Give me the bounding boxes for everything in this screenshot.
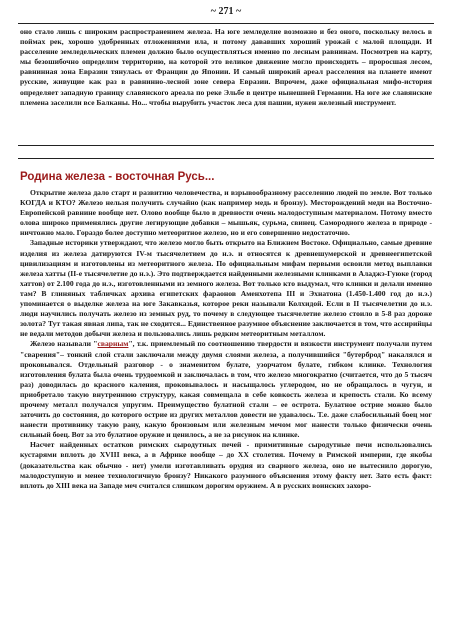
paragraph-3-start: Железо называли " <box>30 339 98 349</box>
page-number: ~ 271 ~ <box>210 6 242 17</box>
paragraph-4: Насчет найденных остатков римских сыродутных печей - примитивные сыродутные печи использовались кустарями вплоть до XVIII века, а в Африке вообще – до XX столетия. Почему в Римской империи, где якобы (доказательства как обычно - нет) умели изготавливать орудия из сварного железа, оно не вытеснило дорогую, малодоступную и менее технологичную бронзу? Никакого разумного объяснения этому факту нет. Зато есть факт: вплоть до XIII века на Западе меч считался слишком дорогим оружием. А в русских воинских захоро- <box>20 440 432 490</box>
paragraph-3 <box>20 339 432 440</box>
paragraph-2: Западные историки утверждают, что железо могло быть открыто на Ближнем Востоке. Официально, самые древние изделия из железа датируются IV-м тысячелетием до н.э. и относятся к древнешумерской и древнеегипетской цивилизациям и изготовлены из метеоритного железа. По официальным мифам первыми освоили метод выплавки железа хатты (II-е тысячелетие до н.э.). Это подтверждается найденными железными клинками в Аладжэ-Гуюке (город хаттов) от 2.100 года до н.э., изготовленными из земного железа. Вот только кто выдумал, что клинки и делали именно там? В глиняных табличках архива египетских фараонов Аменхотепа III и Эхнатона (1.450-1.400 год до н.э.) упоминается о выделке железа на юге Закавказья, которое реки называли Колхидой. Если в II тысячелетии до н.э. люди научились получать железо из земных руд, то почему в следующее тысячелетие железо стоило в 5-8 раз дороже золота? Тут такая явная липа, так не сходится... Единственное разумное объяснение заключается в том, что ассирийцы не ведали методов добычи железа и пользовались лишь редким метеоритным металлом. <box>20 238 432 339</box>
section-divider-lower <box>18 158 434 159</box>
highlighted-term: сварным <box>97 339 129 349</box>
paragraph-1: Открытие железа дало старт и развитию человечества, и взрывообразному расселению людей по земле. Вот только КОГДА и КТО? Железо нельзя получить случайно (как например медь и бронзу). Месторождений меди на Восточно-Европейской равнине вообще нет. Олово вообще было в древности очень малодоступным материалом. Потому вместо олова широко применялись другие легирующие добавки – мышьяк, сурьма, свинец. Самородного железа в природе - ничтожно мало. Гораздо более доступно метеоритное железо, но и его совершенно недостаточно. <box>20 188 432 238</box>
top-divider <box>18 23 434 24</box>
top-paragraph: оно стало лишь с широким распространением железа. На юге земледелие возможно и без оного, поскольку велось в поймах рек, хорошо удобренных отложениями ила, и потому дававших хороший урожай с малой площади. И расселение земледельческих племен должно было осуществляться именно по лесным равнинам. Посмотрев на карту, мы безошибочно определим территорию, на которой это великое движение могло происходить – проросшая лесом, равнинная зона Евразии тянулась от Франции до Японии. И самый широкий ареал расселения на планете имеют русские, живущие как раз в равнинно-лесной зоне севера Евразии. Впрочем, даже официальная мифо-история определяет западную границу славянского ареала по реке Эльбе в центре нынешней Германии. На юге же славянские племена заселили все Балканы. Но... чтобы вырубить участок леса для пашни, нужен железный инструмент. <box>20 27 432 107</box>
top-paragraph-block <box>20 27 432 143</box>
section-body <box>20 188 432 636</box>
section-heading: Родина железа - восточная Русь... <box>20 171 215 183</box>
paragraph-3-rest: ", т.к. приемлемый по соотношению твердости и вязкости инструмент получали путем "сварения"– тонкий слой стали заключали между двумя слоями железа, а получившийся "бутерброд" накалялся и проковывался. Отдельный разговор - о знаменитом булате, узорчатом булате, гибком клинке. Технология изготовления булата была очень трудоемкой и заключалась в том, что железо многократно (считается, что до 5 тысяч раз) доводилась до красного каления, проковывалось и насыщалось углеродом, но не обращалось в чугун, и приобретало такую внутреннюю структуру, какая совмещала в себе ковкость железа и крепость стали. Ко всему прочему металл получался упругим. Преимущество булатной стали – ее острота. Булатное острие можно было заточить до состояния, до которого острие из других металлов довести не удавалось. Т.е. даже слабосильный боец мог нанести противнику такую рану, какую бронзовым или железным мечом мог нанести только физически очень сильный боец. Вот за это булатное оружие и ценилось, а не за рисунок на клинке. <box>20 339 432 440</box>
section-divider-upper <box>18 145 434 146</box>
